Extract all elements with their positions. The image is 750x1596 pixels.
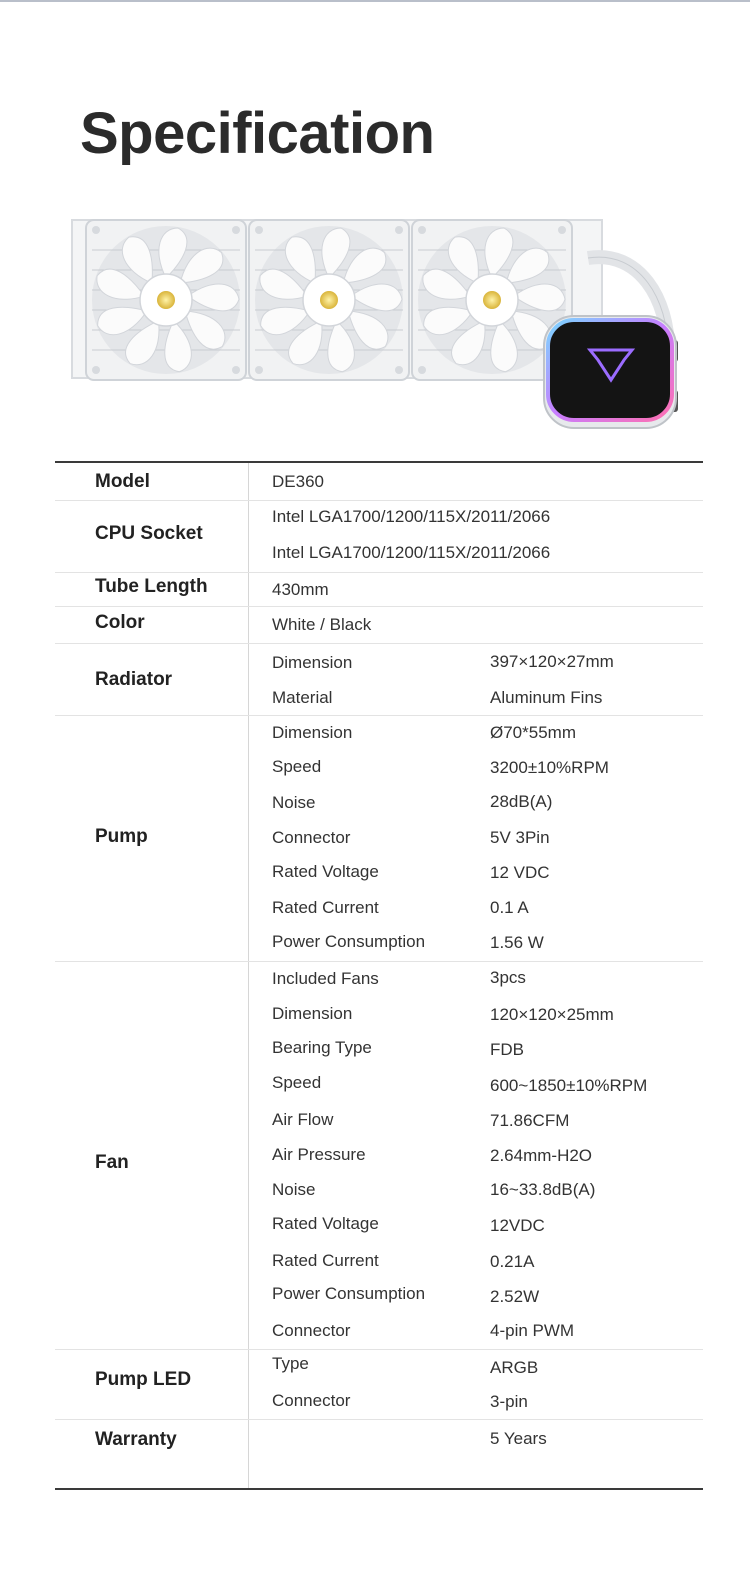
table-top-border (55, 461, 703, 463)
radiator-dimension-key: Dimension (272, 653, 353, 672)
column-divider (248, 463, 249, 1488)
row-separator (55, 1419, 703, 1420)
row-separator (55, 643, 703, 644)
pump-led-connector-value: 3-pin (490, 1392, 528, 1411)
row-separator (55, 606, 703, 607)
pump-spec-key: Connector (272, 828, 351, 847)
row-separator (55, 715, 703, 716)
pump-spec-value: 28dB(A) (490, 792, 553, 811)
fan-spec-value: 3pcs (490, 968, 526, 987)
pump-spec-value: 0.1 A (490, 898, 529, 917)
pump-spec-key: Rated Current (272, 898, 379, 917)
pump-led-connector-key: Connector (272, 1391, 351, 1410)
row-separator (55, 961, 703, 962)
cpu-socket-value: Intel LGA1700/1200/115X/2011/2066 (272, 543, 551, 562)
pump-spec-key: Power Consumption (272, 932, 426, 951)
row-separator (55, 500, 703, 501)
product-image (0, 210, 750, 450)
pump-led-type-value: ARGB (490, 1358, 539, 1377)
pump-spec-key: Speed (272, 757, 322, 776)
fan-spec-value: 12VDC (490, 1216, 545, 1235)
fan-spec-key: Air Pressure (272, 1145, 366, 1164)
fan-spec-key: Air Flow (272, 1110, 334, 1129)
row-separator (55, 572, 703, 573)
top-divider (0, 0, 750, 2)
radiator-label: Radiator (95, 669, 173, 690)
radiator-material-key: Material (272, 688, 333, 707)
fan-spec-key: Power Consumption (272, 1284, 426, 1303)
cpu-socket-value: Intel LGA1700/1200/115X/2011/2066 (272, 507, 551, 526)
pump-spec-key: Dimension (272, 723, 353, 742)
row-separator (55, 1349, 703, 1350)
tube-length-value: 430mm (272, 580, 329, 599)
fan-spec-key: Included Fans (272, 969, 379, 988)
pump-spec-value: 12 VDC (490, 863, 550, 882)
fan-spec-value: 4-pin PWM (490, 1321, 575, 1340)
warranty-label: Warranty (95, 1429, 177, 1450)
pump-spec-key: Rated Voltage (272, 862, 379, 881)
fan-spec-key: Bearing Type (272, 1038, 372, 1057)
model-value: DE360 (272, 472, 324, 491)
fan-spec-key: Noise (272, 1180, 316, 1199)
model-label: Model (95, 471, 150, 492)
pump-led-type-key: Type (272, 1354, 309, 1373)
warranty-value: 5 Years (490, 1429, 547, 1448)
fan-spec-key: Rated Current (272, 1251, 379, 1270)
cpu-socket-label: CPU Socket (95, 523, 203, 544)
fan-spec-value: FDB (490, 1040, 524, 1059)
radiator-dimension-value: 397×120×27mm (490, 652, 614, 671)
radiator-material-value: Aluminum Fins (490, 688, 603, 707)
pump-led-label: Pump LED (95, 1369, 192, 1390)
fan-spec-key: Rated Voltage (272, 1214, 379, 1233)
pump-spec-key: Noise (272, 793, 316, 812)
fan-spec-value: 16~33.8dB(A) (490, 1180, 596, 1199)
fan-spec-key: Connector (272, 1321, 351, 1340)
pump-spec-value: Ø70*55mm (490, 723, 576, 742)
fan-spec-value: 2.52W (490, 1287, 540, 1306)
fan-label: Fan (95, 1152, 129, 1173)
fan-spec-value: 0.21A (490, 1252, 535, 1271)
table-bottom-border (55, 1488, 703, 1490)
pump-spec-value: 3200±10%RPM (490, 758, 609, 777)
fan-spec-key: Dimension (272, 1004, 353, 1023)
fan-spec-value: 71.86CFM (490, 1111, 570, 1130)
pump-label: Pump (95, 826, 148, 847)
pump-spec-value: 5V 3Pin (490, 828, 550, 847)
pump-spec-value: 1.56 W (490, 933, 544, 952)
tube-length-label: Tube Length (95, 576, 208, 597)
fan-spec-value: 2.64mm-H2O (490, 1146, 593, 1165)
fan-spec-value: 120×120×25mm (490, 1005, 614, 1024)
page-title: Specification (80, 101, 435, 166)
fan-spec-key: Speed (272, 1073, 322, 1092)
color-value: White / Black (272, 615, 372, 634)
fan-spec-value: 600~1850±10%RPM (490, 1076, 648, 1095)
color-label: Color (95, 612, 145, 633)
